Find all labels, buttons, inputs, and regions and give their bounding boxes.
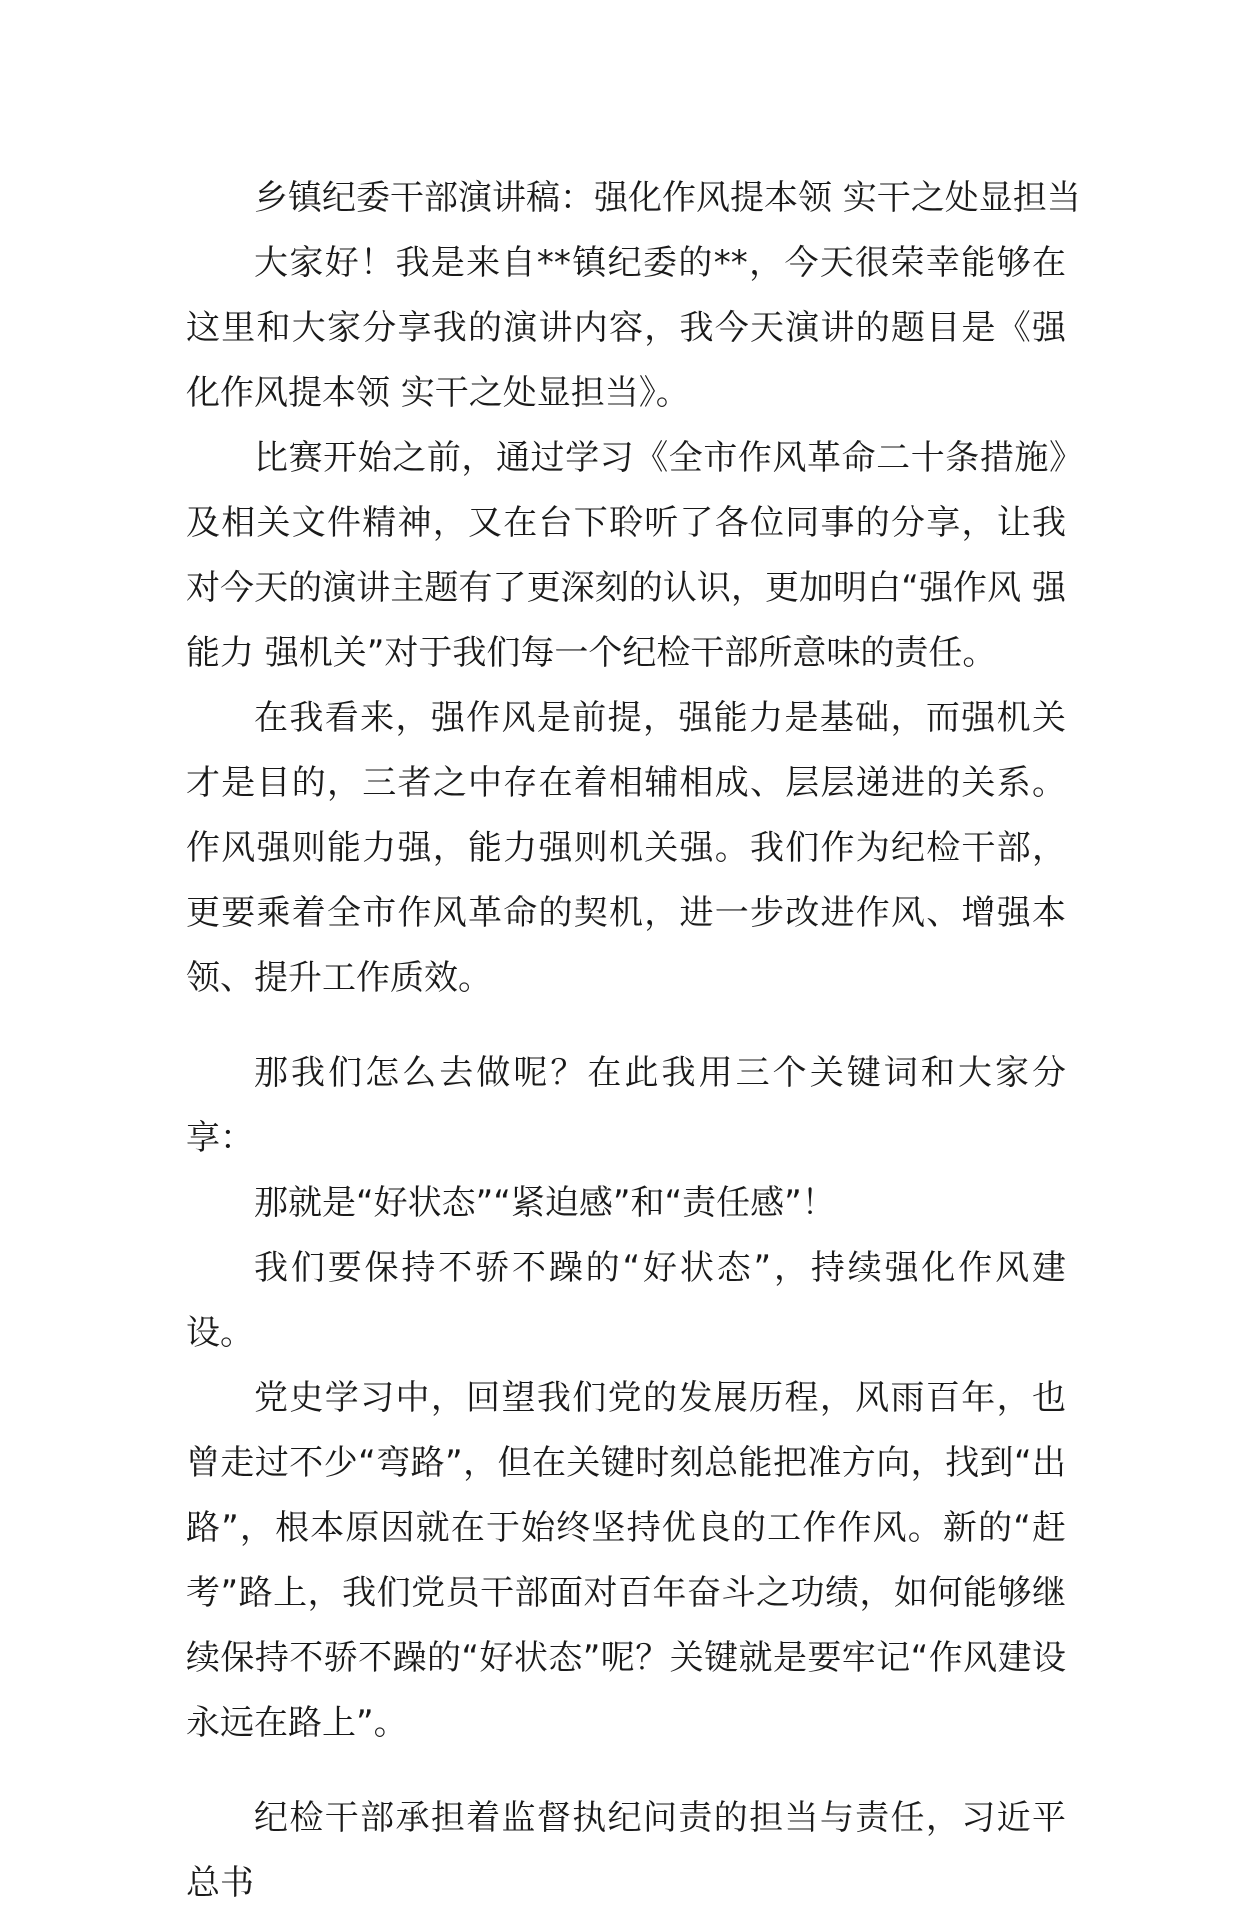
paragraph-study: 比赛开始之前，通过学习《全市作风革命二十条措施》及相关文件精神，又在台下聆听了各位同事的分享，让我对今天的演讲主题有了更深刻的认识，更加明白“强作风 强能力 强机关”对于我们每一个纪检干部所意味的责任。 — [186, 438, 1066, 673]
paragraph-view: 在我看来，强作风是前提，强能力是基础，而强机关才是目的，三者之中存在着相辅相成、层层递进的关系。作风强则能力强，能力强则机关强。我们作为纪检干部，更要乘着全市作风革命的契机，进一步改进作风、增强本领、提升工作质效。 — [186, 698, 1066, 998]
paragraph-party-history: 党史学习中，回望我们党的发展历程，风雨百年，也曾走过不少“弯路”，但在关键时刻总能把准方向，找到“出路”，根本原因就在于始终坚持优良的工作作风。新的“赶考”路上，我们党员干部面对百年奋斗之功绩，如何能够继续保持不骄不躁的“好状态”呢？关键就是要牢记“作风建设永远在路上”。 — [186, 1378, 1066, 1743]
paragraph-keywords: 那就是“好状态”“紧迫感”和“责任感”！ — [254, 1183, 836, 1223]
document-title: 乡镇纪委干部演讲稿：强化作风提本领 实干之处显担当 — [254, 178, 1081, 218]
paragraph-discipline: 纪检干部承担着监督执纪问责的担当与责任，习近平总书 — [186, 1798, 1066, 1903]
paragraph-how: 那我们怎么去做呢？在此我用三个关键词和大家分享： — [186, 1053, 1066, 1158]
paragraph-good-state: 我们要保持不骄不躁的“好状态”，持续强化作风建设。 — [186, 1248, 1066, 1353]
document-body — [186, 166, 1081, 1916]
paragraph-intro: 大家好！我是来自**镇纪委的**，今天很荣幸能够在这里和大家分享我的演讲内容，我今天演讲的题目是《强化作风提本领 实干之处显担当》。 — [186, 243, 1066, 413]
